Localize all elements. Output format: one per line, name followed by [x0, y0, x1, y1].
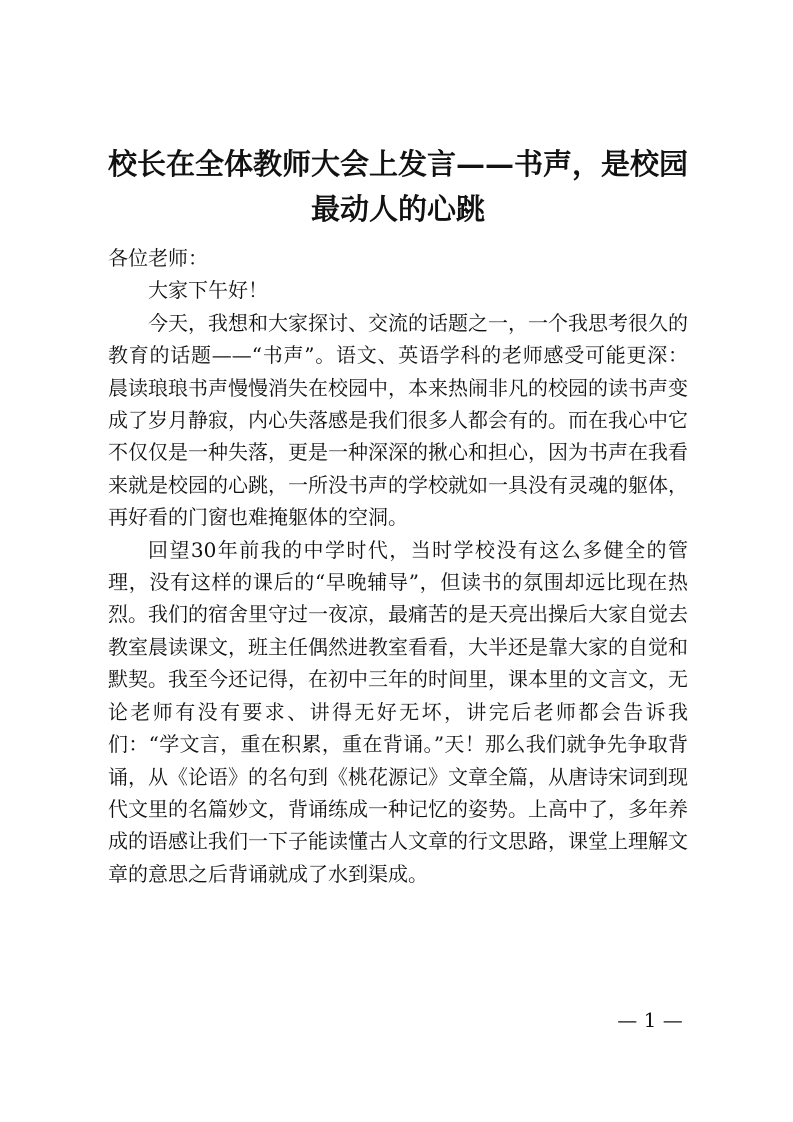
greeting-paragraph: 大家下午好！ [148, 278, 268, 303]
body-paragraph-2: 回望30年前我的中学时代，当时学校没有这么多健全的管理，没有这样的课后的“早晚辅导”，但读书的氛围却远比现在热烈。我们的宿舍里守过一夜凉，最痛苦的是天亮出操后大家自觉去教室晨读课文，班主任偶然进教室看看，大半还是靠大家的自觉和默契。我至今还记得，在初中三年的时间里，课本里的文言文，无论老师有没有要求、讲得无好无坏，讲完后老师都会告诉我们：“学文言，重在积累，重在背诵。”天！那么我们就争先争取背诵，从《论语》的名句到《桃花源记》文章全篇，从唐诗宋词到现代文里的名篇妙文，背诵练成一种记忆的姿势。上高中了，多年养成的语感让我们一下子能读懂古人文章的行文思路，课堂上理解文章的意思之后背诵就成了水到渠成。 [108, 537, 688, 886]
body-paragraph-1: 今天，我想和大家探讨、交流的话题之一，一个我思考很久的教育的话题——“书声”。语文、英语学科的老师感受可能更深：晨读琅琅书声慢慢消失在校园中，本来热闹非凡的校园的读书声变成了岁月静寂，内心失落感是我们很多人都会有的。而在我心中它不仅仅是一种失落，更是一种深深的揪心和担心，因为书声在我看来就是校园的心跳，一所没书声的学校就如一具没有灵魂的躯体，再好看的门窗也难掩躯体的空洞。 [108, 310, 688, 530]
page-number: — 1 — [617, 1008, 683, 1032]
document-page [108, 142, 688, 890]
document-body [108, 242, 688, 890]
salutation: 各位老师： [108, 246, 208, 270]
document-title: 校长在全体教师大会上发言——书声，是校园最动人的心跳 [108, 147, 689, 226]
